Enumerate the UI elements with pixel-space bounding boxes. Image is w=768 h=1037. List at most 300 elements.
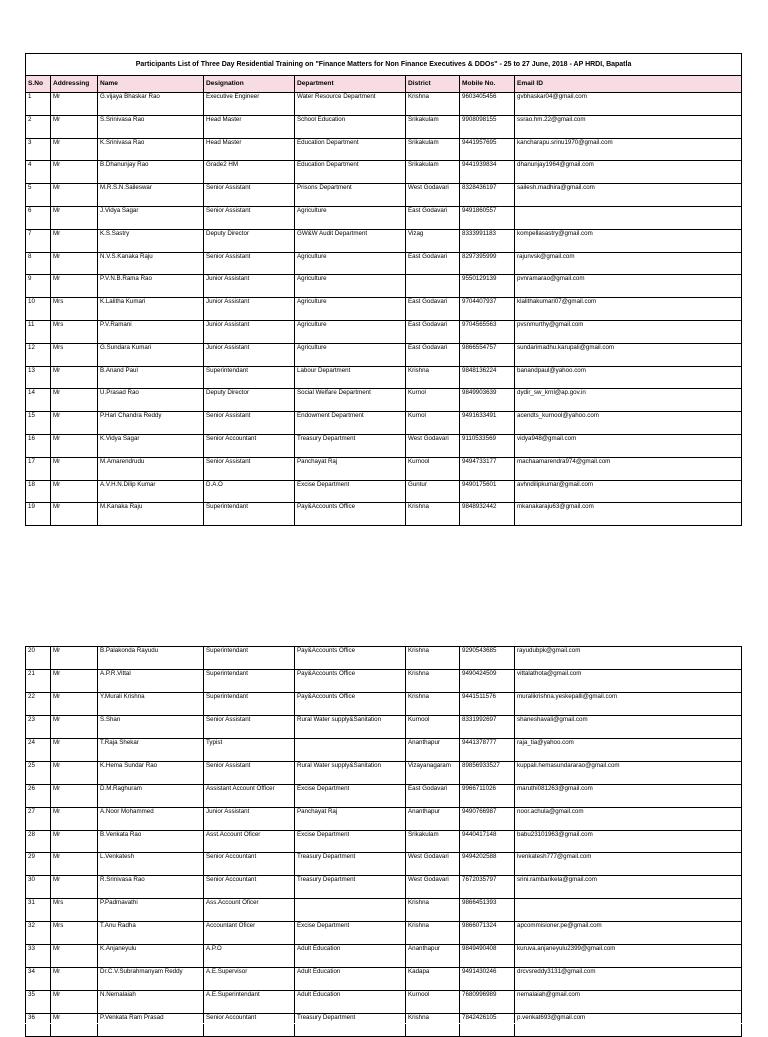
mobile-cell: 89856933527 — [460, 761, 515, 784]
designation-cell: Head Master — [204, 115, 295, 138]
designation-cell: Deputy Director — [204, 389, 295, 412]
addressing-cell: Mr — [51, 252, 98, 275]
sno-cell: 6 — [26, 206, 51, 229]
sno-cell: 20 — [26, 647, 51, 670]
department-cell: School Education — [295, 115, 406, 138]
designation-cell: Deputy Director — [204, 229, 295, 252]
email-cell — [515, 206, 742, 229]
district-cell: Krishna — [406, 503, 460, 526]
table-row — [26, 138, 742, 161]
designation-cell: Superintendant — [204, 647, 295, 670]
department-cell: Excise Department — [295, 830, 406, 853]
mobile-cell: 9290543685 — [460, 647, 515, 670]
addressing-cell: Mr — [51, 807, 98, 830]
district-cell: East Godavari — [406, 298, 460, 321]
addressing-cell: Mr — [51, 830, 98, 853]
email-cell: kancharapu.srinu1970@gmail.com — [515, 138, 742, 161]
addressing-cell: Mr — [51, 853, 98, 876]
email-cell: gvbhaskar04@gmail.com — [515, 93, 742, 116]
email-cell: babu23101963@gmail.com — [515, 830, 742, 853]
addressing-cell: Mr — [51, 229, 98, 252]
table-row — [26, 320, 742, 343]
designation-cell: Typist — [204, 738, 295, 761]
sno-cell: 5 — [26, 184, 51, 207]
department-cell: Water Resource Department — [295, 93, 406, 116]
district-cell: Srikakulam — [406, 161, 460, 184]
addressing-cell: Mr — [51, 366, 98, 389]
name-cell: M.R.S.N.Saileswar — [98, 184, 204, 207]
addressing-cell: Mr — [51, 692, 98, 715]
email-cell: raja_tia@yahoo.com — [515, 738, 742, 761]
email-cell: nemalaiah@gmail.com — [515, 991, 742, 1014]
table-row — [26, 412, 742, 435]
district-cell: Kurnol — [406, 412, 460, 435]
district-cell: Srikakulam — [406, 138, 460, 161]
addressing-cell: Mr — [51, 968, 98, 991]
sno-cell: 12 — [26, 343, 51, 366]
email-cell: avhndilipkumar@gmail.com — [515, 480, 742, 503]
designation-cell: Superintendant — [204, 366, 295, 389]
sno-cell: 27 — [26, 807, 51, 830]
district-cell: Vizayanagaram — [406, 761, 460, 784]
mobile-cell: 8328436197 — [460, 184, 515, 207]
participants-table-page-2 — [25, 646, 742, 1037]
name-cell: R.Srinivasa Rao — [98, 876, 204, 899]
designation-cell: Junior Assistant — [204, 343, 295, 366]
table-row — [26, 161, 742, 184]
district-cell: Krishna — [406, 692, 460, 715]
district-cell: Krishna — [406, 647, 460, 670]
sno-cell: 7 — [26, 229, 51, 252]
mobile-cell: 9491430246 — [460, 968, 515, 991]
name-cell: A.Noor Mohammed — [98, 807, 204, 830]
department-cell: Treasury Department — [295, 434, 406, 457]
email-cell: kompellasastry@gmail.com — [515, 229, 742, 252]
name-cell: K.Anjaneyulu — [98, 945, 204, 968]
department-cell: Pay&Accounts Office — [295, 503, 406, 526]
addressing-cell: Mr — [51, 275, 98, 298]
name-cell: P.V.Ramani — [98, 320, 204, 343]
name-cell: B.Palakonda Rayudu — [98, 647, 204, 670]
email-cell: sailesh.madhira@gmail.com — [515, 184, 742, 207]
department-cell: Adult Education — [295, 991, 406, 1014]
mobile-cell: 9491633491 — [460, 412, 515, 435]
sno-cell: 28 — [26, 830, 51, 853]
email-cell: pvnramarao@gmail.com — [515, 275, 742, 298]
addressing-cell: Mr — [51, 738, 98, 761]
email-cell: sundarimadhu.karupali@gmail.com — [515, 343, 742, 366]
department-cell: Treasury Department — [295, 876, 406, 899]
department-cell: Rural Water supply&Sanitation — [295, 715, 406, 738]
table-row — [26, 298, 742, 321]
column-header-department: Department — [295, 76, 406, 93]
district-cell: Krishna — [406, 922, 460, 945]
addressing-cell: Mr — [51, 434, 98, 457]
sno-cell: 8 — [26, 252, 51, 275]
name-cell: U.Prasad Rao — [98, 389, 204, 412]
designation-cell: A.E.Superintendant — [204, 991, 295, 1014]
department-cell: Agriculture — [295, 320, 406, 343]
name-cell: K.S.Sastry — [98, 229, 204, 252]
column-header-sno: S.No — [26, 76, 51, 93]
designation-cell: Junior Assistant — [204, 320, 295, 343]
department-cell: Agriculture — [295, 298, 406, 321]
addressing-cell: Mr — [51, 715, 98, 738]
department-cell: Adult Education — [295, 945, 406, 968]
district-cell: West Godavari — [406, 184, 460, 207]
participants-table-page-1 — [25, 53, 742, 526]
addressing-cell: Mr — [51, 876, 98, 899]
email-cell: pvsnmurthy@gmail.com — [515, 320, 742, 343]
email-cell: lvenkatesh777@gmail.com — [515, 853, 742, 876]
department-cell — [295, 738, 406, 761]
designation-cell: Senior Assistant — [204, 761, 295, 784]
designation-cell: Superintendant — [204, 503, 295, 526]
designation-cell: Senior Accountant — [204, 876, 295, 899]
sno-cell: 3 — [26, 138, 51, 161]
email-cell: banandpaul@yahoo.com — [515, 366, 742, 389]
table-row — [26, 876, 742, 899]
table-row — [26, 807, 742, 830]
district-cell: West Godavari — [406, 853, 460, 876]
sno-cell: 22 — [26, 692, 51, 715]
district-cell: Krishna — [406, 669, 460, 692]
sno-cell: 32 — [26, 922, 51, 945]
addressing-cell: Mr — [51, 480, 98, 503]
department-cell: Treasury Department — [295, 1014, 406, 1037]
table-row — [26, 738, 742, 761]
designation-cell: Ass.Account Oficer — [204, 899, 295, 922]
table-row — [26, 434, 742, 457]
table-row — [26, 503, 742, 526]
sno-cell: 34 — [26, 968, 51, 991]
sno-cell: 13 — [26, 366, 51, 389]
table-row — [26, 206, 742, 229]
table-row — [26, 647, 742, 670]
table-row — [26, 784, 742, 807]
table-row — [26, 1014, 742, 1037]
name-cell: K.Vidya Sagar — [98, 434, 204, 457]
email-cell: dhanunjay1964@gmail.com — [515, 161, 742, 184]
sno-cell: 14 — [26, 389, 51, 412]
district-cell: East Godavari — [406, 206, 460, 229]
mobile-cell: 9704565563 — [460, 320, 515, 343]
district-cell: Ananthapur — [406, 945, 460, 968]
addressing-cell: Mrs — [51, 343, 98, 366]
department-cell: Pay&Accounts Office — [295, 647, 406, 670]
district-cell: Srikakulam — [406, 115, 460, 138]
table-row — [26, 229, 742, 252]
mobile-cell: 9848932442 — [460, 503, 515, 526]
sno-cell: 25 — [26, 761, 51, 784]
name-cell: A.P.R.Vittal — [98, 669, 204, 692]
addressing-cell: Mr — [51, 669, 98, 692]
department-cell: Prisons Department — [295, 184, 406, 207]
name-cell: S.Shan — [98, 715, 204, 738]
name-cell: K.Lalitha Kumari — [98, 298, 204, 321]
email-cell: drcvsreddy3131@gmail.com — [515, 968, 742, 991]
table-row — [26, 945, 742, 968]
mobile-cell: 9866071324 — [460, 922, 515, 945]
department-cell: Endowment Department — [295, 412, 406, 435]
district-cell: Guntur — [406, 480, 460, 503]
column-header-email: Email ID — [515, 76, 742, 93]
department-cell: Adult Education — [295, 968, 406, 991]
email-cell: kuruva.anjaneyulu2399@gmail.com — [515, 945, 742, 968]
table-row — [26, 115, 742, 138]
mobile-cell: 9866451393 — [460, 899, 515, 922]
table-row — [26, 480, 742, 503]
document-title: Participants List of Three Day Residential Training on "Finance Matters for Non Finance Executives & DDOs" - 25 to 27 June, 2018 - AP HRDI, Bapatla — [26, 54, 742, 76]
email-cell: rajunvsk@gmail.com — [515, 252, 742, 275]
addressing-cell: Mr — [51, 991, 98, 1014]
email-cell: p.venkat693@gmail.com — [515, 1014, 742, 1037]
department-cell: Treasury Department — [295, 853, 406, 876]
sno-cell: 26 — [26, 784, 51, 807]
sno-cell: 36 — [26, 1014, 51, 1037]
table-row — [26, 669, 742, 692]
department-cell: Agriculture — [295, 343, 406, 366]
email-cell: klalithakumari07@gmail.com — [515, 298, 742, 321]
table-row — [26, 968, 742, 991]
name-cell: A.V.H.N.Dilip Kumar — [98, 480, 204, 503]
addressing-cell: Mrs — [51, 320, 98, 343]
designation-cell: Junior Assistant — [204, 275, 295, 298]
name-cell: B.Dhanunjay Rao — [98, 161, 204, 184]
column-header-name: Name — [98, 76, 204, 93]
mobile-cell: 7672035797 — [460, 876, 515, 899]
department-cell: Panchayat Raj — [295, 457, 406, 480]
designation-cell: Executive Engineer — [204, 93, 295, 116]
district-cell: East Godavari — [406, 784, 460, 807]
department-cell: Pay&Accounts Office — [295, 692, 406, 715]
mobile-cell: 9866554757 — [460, 343, 515, 366]
name-cell: P.Venkata Ram Prasad — [98, 1014, 204, 1037]
name-cell: D.M.Raghuram — [98, 784, 204, 807]
department-cell: Labour Department — [295, 366, 406, 389]
column-header-district: District — [406, 76, 460, 93]
designation-cell: A.P.O — [204, 945, 295, 968]
mobile-cell: 9704407937 — [460, 298, 515, 321]
department-cell: Rural Water supply&Sanitation — [295, 761, 406, 784]
district-cell: West Godavari — [406, 876, 460, 899]
district-cell: Krishna — [406, 366, 460, 389]
sno-cell: 4 — [26, 161, 51, 184]
department-cell: Excise Department — [295, 784, 406, 807]
sno-cell: 16 — [26, 434, 51, 457]
name-cell: T.Anu Radha — [98, 922, 204, 945]
table-row — [26, 991, 742, 1014]
name-cell: M.Amarendrudu — [98, 457, 204, 480]
table-body-page-1 — [26, 93, 742, 526]
designation-cell: Senior Accountant — [204, 853, 295, 876]
mobile-cell: 8297395999 — [460, 252, 515, 275]
sno-cell: 30 — [26, 876, 51, 899]
district-cell: East Godavari — [406, 252, 460, 275]
department-cell: Pay&Accounts Office — [295, 669, 406, 692]
district-cell: Krishna — [406, 899, 460, 922]
mobile-cell: 9908098155 — [460, 115, 515, 138]
district-cell: West Godavari — [406, 434, 460, 457]
department-cell — [295, 899, 406, 922]
sno-cell: 24 — [26, 738, 51, 761]
mobile-cell: 9441939834 — [460, 161, 515, 184]
table-row — [26, 275, 742, 298]
table-row — [26, 830, 742, 853]
designation-cell: Senior Assistant — [204, 184, 295, 207]
designation-cell: Junior Assistant — [204, 807, 295, 830]
mobile-cell: 8333991183 — [460, 229, 515, 252]
mobile-cell: 9603405456 — [460, 93, 515, 116]
sno-cell: 1 — [26, 93, 51, 116]
sno-cell: 17 — [26, 457, 51, 480]
table-body-page-2 — [26, 647, 742, 1037]
district-cell: East Godavari — [406, 343, 460, 366]
table-row — [26, 761, 742, 784]
addressing-cell: Mr — [51, 93, 98, 116]
email-cell — [515, 899, 742, 922]
department-cell: Excise Department — [295, 480, 406, 503]
designation-cell: Senior Accountant — [204, 434, 295, 457]
mobile-cell: 8331992697 — [460, 715, 515, 738]
mobile-cell: 7680996989 — [460, 991, 515, 1014]
district-cell: Srikakulam — [406, 830, 460, 853]
table-row — [26, 457, 742, 480]
district-cell: Krishna — [406, 1014, 460, 1037]
name-cell: M.Kanaka Raju — [98, 503, 204, 526]
addressing-cell: Mr — [51, 184, 98, 207]
name-cell: K.Srinivasa Rao — [98, 138, 204, 161]
department-cell: Panchayat Raj — [295, 807, 406, 830]
designation-cell: Accountant Oficer — [204, 922, 295, 945]
addressing-cell: Mr — [51, 138, 98, 161]
name-cell: G.vijaya Bhaskar Rao — [98, 93, 204, 116]
table-row — [26, 715, 742, 738]
mobile-cell: 9110533569 — [460, 434, 515, 457]
email-cell: kuppali.hemasundararao@gmail.com — [515, 761, 742, 784]
email-cell: noor.achula@gmail.com — [515, 807, 742, 830]
mobile-cell: 9441378777 — [460, 738, 515, 761]
department-cell: Education Department — [295, 161, 406, 184]
table-row — [26, 184, 742, 207]
mobile-cell: 9490424509 — [460, 669, 515, 692]
name-cell: Dr.C.V.Subrahmanyam Reddy — [98, 968, 204, 991]
email-cell: mkanakaraju63@gmail.com — [515, 503, 742, 526]
designation-cell: Superintendant — [204, 669, 295, 692]
designation-cell: Superintendant — [204, 692, 295, 715]
name-cell: S.Srinivasa Rao — [98, 115, 204, 138]
department-cell: Social Welfare Department — [295, 389, 406, 412]
designation-cell: Junior Assistant — [204, 298, 295, 321]
designation-cell: Senior Assistant — [204, 715, 295, 738]
district-cell: Kurnol — [406, 389, 460, 412]
table-row — [26, 692, 742, 715]
mobile-cell: 9441957695 — [460, 138, 515, 161]
district-cell: East Godavari — [406, 320, 460, 343]
name-cell: P.Hari Chandra Reddy — [98, 412, 204, 435]
mobile-cell: 9490175601 — [460, 480, 515, 503]
addressing-cell: Mr — [51, 647, 98, 670]
addressing-cell: Mr — [51, 761, 98, 784]
email-cell: acendts_kurnool@yahoo.com — [515, 412, 742, 435]
sno-cell: 9 — [26, 275, 51, 298]
table-row — [26, 389, 742, 412]
designation-cell: D.A.O — [204, 480, 295, 503]
addressing-cell: Mr — [51, 503, 98, 526]
designation-cell: Head Master — [204, 138, 295, 161]
district-cell: Kurnool — [406, 457, 460, 480]
mobile-cell: 9441511576 — [460, 692, 515, 715]
sno-cell: 23 — [26, 715, 51, 738]
name-cell: Y.Murali Krishna — [98, 692, 204, 715]
department-cell: Agriculture — [295, 252, 406, 275]
district-cell: Vizag — [406, 229, 460, 252]
sno-cell: 29 — [26, 853, 51, 876]
sno-cell: 19 — [26, 503, 51, 526]
page-2-table-section — [25, 646, 741, 1037]
mobile-cell: 9490766987 — [460, 807, 515, 830]
table-row — [26, 899, 742, 922]
department-cell: Education Department — [295, 138, 406, 161]
district-cell: Kadapa — [406, 968, 460, 991]
department-cell: Agriculture — [295, 275, 406, 298]
mobile-cell: 9849903639 — [460, 389, 515, 412]
table-row — [26, 343, 742, 366]
designation-cell: A.E.Supervisor — [204, 968, 295, 991]
mobile-cell: 9550129139 — [460, 275, 515, 298]
addressing-cell: Mr — [51, 784, 98, 807]
designation-cell: Senior Assistant — [204, 457, 295, 480]
email-cell: muralikrishna.yeskepalli@gmail.com — [515, 692, 742, 715]
name-cell: P.V.N.B.Rama Rao — [98, 275, 204, 298]
addressing-cell: Mr — [51, 206, 98, 229]
designation-cell: Senior Assistant — [204, 412, 295, 435]
designation-cell: Asst.Account Oficer — [204, 830, 295, 853]
district-cell: Ananthapur — [406, 807, 460, 830]
mobile-cell: 9491860557 — [460, 206, 515, 229]
table-header-row — [26, 76, 742, 93]
column-header-addressing: Addressing — [51, 76, 98, 93]
addressing-cell: Mr — [51, 457, 98, 480]
department-cell: Excise Department — [295, 922, 406, 945]
sno-cell: 33 — [26, 945, 51, 968]
sno-cell: 10 — [26, 298, 51, 321]
mobile-cell: 7842426105 — [460, 1014, 515, 1037]
column-header-mobile: Mobile No. — [460, 76, 515, 93]
email-cell: ssrao.hm.22@gmail.com — [515, 115, 742, 138]
designation-cell: Grade2 HM — [204, 161, 295, 184]
table-row — [26, 366, 742, 389]
sno-cell: 31 — [26, 899, 51, 922]
email-cell: shaneshavali@gmail.com — [515, 715, 742, 738]
name-cell: T.Raja Shekar — [98, 738, 204, 761]
district-cell: Kurnool — [406, 715, 460, 738]
sno-cell: 18 — [26, 480, 51, 503]
name-cell: N.Nemalaiah — [98, 991, 204, 1014]
addressing-cell: Mr — [51, 161, 98, 184]
name-cell: K.Hema Sundar Rao — [98, 761, 204, 784]
email-cell: vittalathota@gmail.com — [515, 669, 742, 692]
addressing-cell: Mr — [51, 389, 98, 412]
table-row — [26, 252, 742, 275]
sno-cell: 2 — [26, 115, 51, 138]
district-cell: Krishna — [406, 93, 460, 116]
mobile-cell: 9848136224 — [460, 366, 515, 389]
email-cell: vidya948@gmail.com — [515, 434, 742, 457]
addressing-cell: Mr — [51, 115, 98, 138]
mobile-cell: 9966711026 — [460, 784, 515, 807]
addressing-cell: Mr — [51, 1014, 98, 1037]
